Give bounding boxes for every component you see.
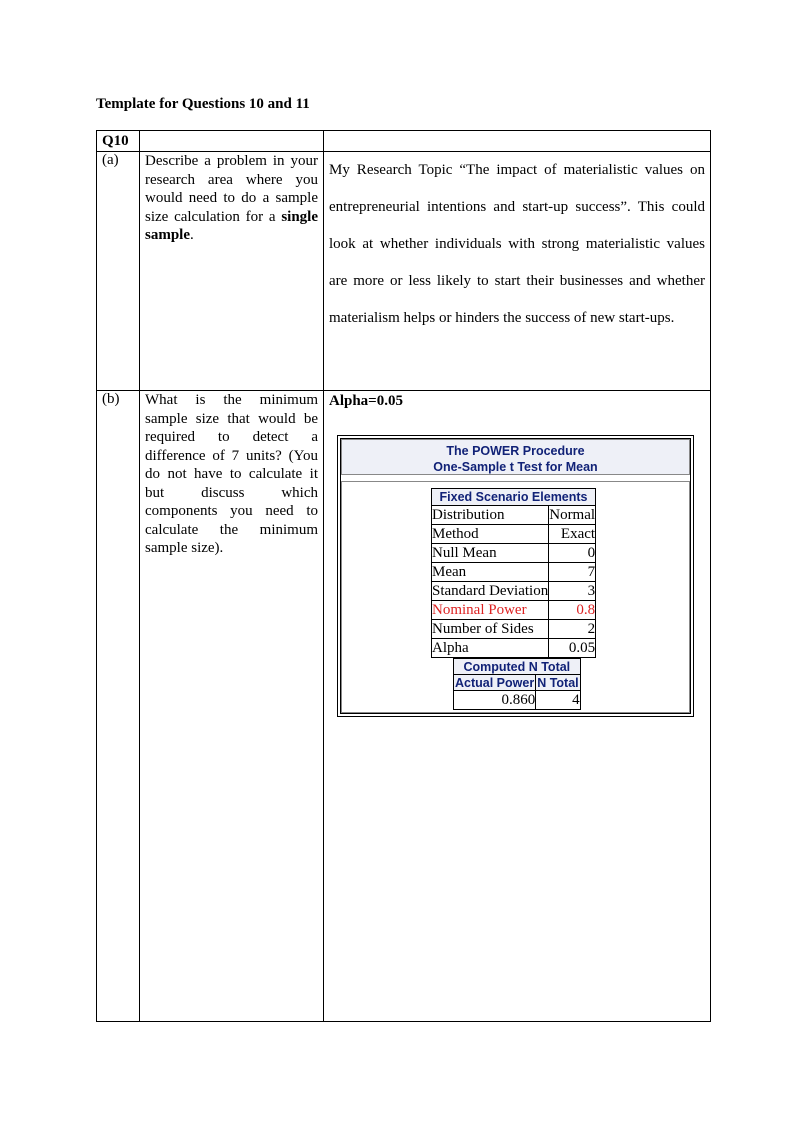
fse-value: 3 [549,582,596,601]
computed-n-header: Computed N Total [454,659,581,675]
question-number: Q10 [97,131,140,152]
col-n-total: N Total [537,675,579,690]
table-row [432,639,596,658]
table-row [454,691,581,710]
page-heading: Template for Questions 10 and 11 [96,96,310,112]
table-row [432,506,596,525]
row-label: (b) [97,391,140,1022]
empty-cell [324,131,711,152]
answer-text: My Research Topic “The impact of materialistic values on entrepreneurial intentions and start-up success”. This could look at whether individuals with strong materialistic values are more or less likely to start their businesses and whether materialism helps or hinders the success of new start-ups. [324,152,711,391]
fixed-scenario-table [431,488,596,658]
fse-label: Mean [432,563,549,582]
table-row [432,601,596,620]
sas-title [341,439,690,475]
table-row [432,563,596,582]
question-text: What is the minimum sample size that would be required to detect a difference of 7 units? (You do not have to calculate it but discuss which components you need to calculate the minimum sample size). [140,391,324,1022]
question-text: Describe a problem in your research area where you would need to do a sample size calculation for a single sample. [140,152,324,391]
computed-n-table [453,658,581,710]
fse-label: Method [432,525,549,544]
fse-value: 0 [549,544,596,563]
fse-label: Alpha [432,639,549,658]
row-a [97,152,711,391]
sas-title-line1: The POWER Procedure [446,444,585,458]
row-label: (a) [97,152,140,391]
fse-value: 0.8 [549,601,596,620]
fse-value: Exact [549,525,596,544]
sas-output [337,435,694,717]
fixed-scenario-header: Fixed Scenario Elements [432,489,596,506]
fse-label: Distribution [432,506,549,525]
table-row [432,525,596,544]
fse-label: Standard Deviation [432,583,549,599]
fse-label: Null Mean [432,544,549,563]
n-total-value: 4 [536,691,580,710]
fse-value: 0.05 [549,639,596,658]
sas-body [341,481,690,713]
fse-label: Number of Sides [432,620,549,639]
fse-value: 7 [549,563,596,582]
table-header-row [97,131,711,152]
sas-title-line2: One-Sample t Test for Mean [433,460,598,474]
fse-value: Normal [549,507,596,523]
fse-value: 2 [549,620,596,639]
table-row [432,544,596,563]
table-row [432,620,596,639]
actual-power-value: 0.860 [454,691,536,710]
fse-label: Nominal Power [432,601,549,620]
col-actual-power: Actual Power [455,675,535,690]
alpha-heading: Alpha=0.05 [329,393,403,409]
table-row [432,582,596,601]
empty-cell [140,131,324,152]
